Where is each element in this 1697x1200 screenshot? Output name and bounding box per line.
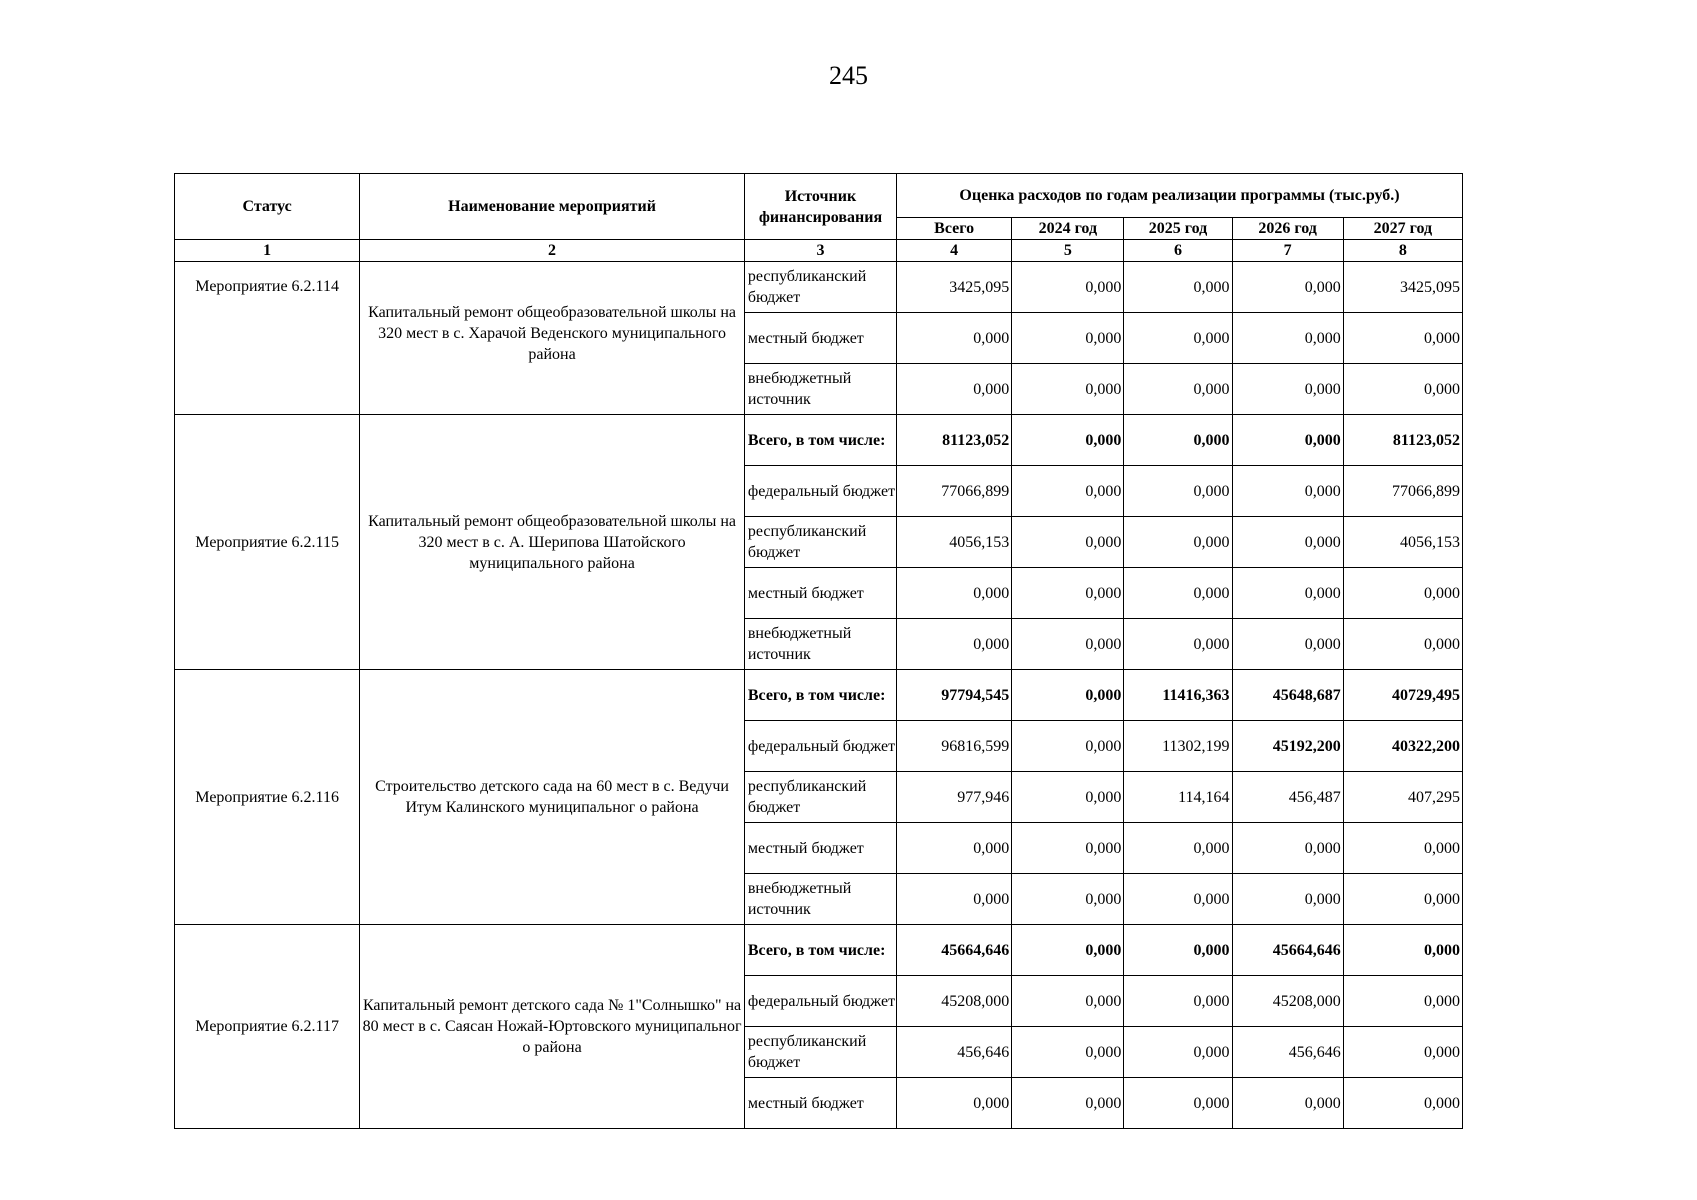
value-2027: 0,000 [1343, 1078, 1462, 1129]
funding-source: внебюджетный источник [744, 874, 896, 925]
value-2025: 0,000 [1124, 415, 1232, 466]
header-source: Источник финансирования [744, 174, 896, 240]
value-2026: 45192,200 [1232, 721, 1343, 772]
value-2026: 45648,687 [1232, 670, 1343, 721]
page-number: 245 [829, 61, 868, 90]
value-total: 81123,052 [897, 415, 1012, 466]
value-2025: 0,000 [1124, 568, 1232, 619]
value-total: 3425,095 [897, 262, 1012, 313]
value-2024: 0,000 [1012, 721, 1124, 772]
value-2026: 456,487 [1232, 772, 1343, 823]
value-2024: 0,000 [1012, 466, 1124, 517]
value-total: 0,000 [897, 364, 1012, 415]
value-2024: 0,000 [1012, 364, 1124, 415]
value-total: 0,000 [897, 1078, 1012, 1129]
value-2026: 456,646 [1232, 1027, 1343, 1078]
value-2025: 0,000 [1124, 874, 1232, 925]
value-2027: 0,000 [1343, 1027, 1462, 1078]
column-number: 4 [897, 240, 1012, 262]
value-2025: 0,000 [1124, 1078, 1232, 1129]
value-total: 96816,599 [897, 721, 1012, 772]
column-number: 1 [175, 240, 360, 262]
value-2027: 407,295 [1343, 772, 1462, 823]
value-2024: 0,000 [1012, 619, 1124, 670]
activity-status: Мероприятие 6.2.114 [175, 262, 360, 415]
value-2025: 11302,199 [1124, 721, 1232, 772]
activity-status: Мероприятие 6.2.116 [175, 670, 360, 925]
value-2024: 0,000 [1012, 772, 1124, 823]
funding-source: местный бюджет [744, 823, 896, 874]
funding-source: Всего, в том числе: [744, 670, 896, 721]
funding-source: республиканский бюджет [744, 772, 896, 823]
value-2025: 0,000 [1124, 466, 1232, 517]
value-total: 97794,545 [897, 670, 1012, 721]
table-row [175, 670, 1463, 721]
value-total: 0,000 [897, 568, 1012, 619]
value-2027: 77066,899 [1343, 466, 1462, 517]
value-2024: 0,000 [1012, 874, 1124, 925]
header-2026: 2026 год [1232, 218, 1343, 240]
activity-status: Мероприятие 6.2.115 [175, 415, 360, 670]
value-2025: 0,000 [1124, 313, 1232, 364]
table-row [175, 415, 1463, 466]
value-2027: 40322,200 [1343, 721, 1462, 772]
value-2027: 81123,052 [1343, 415, 1462, 466]
value-2025: 114,164 [1124, 772, 1232, 823]
column-numbers-row [175, 240, 1463, 262]
value-total: 0,000 [897, 313, 1012, 364]
activity-name-text: Капитальный ремонт общеобразовательной школы на 320 мест в с. Харачой Веденского муниципального района [368, 304, 736, 363]
value-2026: 0,000 [1232, 313, 1343, 364]
value-2026: 0,000 [1232, 823, 1343, 874]
value-total: 77066,899 [897, 466, 1012, 517]
activity-name [360, 262, 745, 415]
value-2027: 4056,153 [1343, 517, 1462, 568]
value-2026: 0,000 [1232, 466, 1343, 517]
value-2024: 0,000 [1012, 1027, 1124, 1078]
header-2024: 2024 год [1012, 218, 1124, 240]
value-2024: 0,000 [1012, 1078, 1124, 1129]
value-2026: 0,000 [1232, 874, 1343, 925]
value-total: 0,000 [897, 874, 1012, 925]
funding-source: республиканский бюджет [744, 262, 896, 313]
value-2026: 0,000 [1232, 517, 1343, 568]
value-total: 456,646 [897, 1027, 1012, 1078]
value-2027: 0,000 [1343, 976, 1462, 1027]
funding-source: федеральный бюджет [744, 466, 896, 517]
budget-table [174, 173, 1463, 1129]
funding-source: местный бюджет [744, 568, 896, 619]
value-2026: 45664,646 [1232, 925, 1343, 976]
funding-source: федеральный бюджет [744, 976, 896, 1027]
value-2025: 0,000 [1124, 364, 1232, 415]
value-2026: 0,000 [1232, 619, 1343, 670]
value-total: 4056,153 [897, 517, 1012, 568]
funding-source: внебюджетный источник [744, 364, 896, 415]
value-total: 45664,646 [897, 925, 1012, 976]
value-2027: 0,000 [1343, 874, 1462, 925]
funding-source: местный бюджет [744, 1078, 896, 1129]
activity-name: Строительство детского сада на 60 мест в с. Ведучи Итум Калинского муниципальног о района [360, 670, 745, 925]
value-2025: 0,000 [1124, 1027, 1232, 1078]
funding-source: Всего, в том числе: [744, 415, 896, 466]
value-2026: 0,000 [1232, 364, 1343, 415]
header-estimate: Оценка расходов по годам реализации программы (тыс.руб.) [897, 174, 1463, 218]
value-2026: 0,000 [1232, 568, 1343, 619]
funding-source: Всего, в том числе: [744, 925, 896, 976]
value-2027: 0,000 [1343, 568, 1462, 619]
value-2025: 0,000 [1124, 925, 1232, 976]
value-2026: 0,000 [1232, 262, 1343, 313]
header-status: Статус [175, 174, 360, 240]
value-2027: 3425,095 [1343, 262, 1462, 313]
column-number: 5 [1012, 240, 1124, 262]
column-number: 2 [360, 240, 745, 262]
value-2026: 45208,000 [1232, 976, 1343, 1027]
funding-source: республиканский бюджет [744, 1027, 896, 1078]
value-2027: 0,000 [1343, 925, 1462, 976]
column-number: 6 [1124, 240, 1232, 262]
column-number: 3 [744, 240, 896, 262]
value-2024: 0,000 [1012, 313, 1124, 364]
activity-name: Капитальный ремонт детского сада № 1"Солнышко" на 80 мест в с. Саясан Ножай-Юртовского муниципальног о района [360, 925, 745, 1129]
value-2024: 0,000 [1012, 670, 1124, 721]
funding-source: внебюджетный источник [744, 619, 896, 670]
value-2024: 0,000 [1012, 415, 1124, 466]
table-row [175, 925, 1463, 976]
value-2024: 0,000 [1012, 262, 1124, 313]
value-2026: 0,000 [1232, 415, 1343, 466]
value-2027: 0,000 [1343, 313, 1462, 364]
funding-source: республиканский бюджет [744, 517, 896, 568]
activity-status: Мероприятие 6.2.117 [175, 925, 360, 1129]
value-2025: 0,000 [1124, 823, 1232, 874]
value-2027: 40729,495 [1343, 670, 1462, 721]
funding-source: местный бюджет [744, 313, 896, 364]
value-2027: 0,000 [1343, 823, 1462, 874]
value-2025: 0,000 [1124, 517, 1232, 568]
value-2024: 0,000 [1012, 568, 1124, 619]
value-2026: 0,000 [1232, 1078, 1343, 1129]
value-2025: 0,000 [1124, 262, 1232, 313]
activity-name: Капитальный ремонт общеобразовательной школы на 320 мест в с. А. Шерипова Шатойского муниципального района [360, 415, 745, 670]
header-2025: 2025 год [1124, 218, 1232, 240]
value-2025: 0,000 [1124, 619, 1232, 670]
value-total: 0,000 [897, 619, 1012, 670]
value-2024: 0,000 [1012, 517, 1124, 568]
value-2027: 0,000 [1343, 364, 1462, 415]
value-2024: 0,000 [1012, 823, 1124, 874]
column-number: 8 [1343, 240, 1462, 262]
value-2027: 0,000 [1343, 619, 1462, 670]
header-name: Наименование мероприятий [360, 174, 745, 240]
value-2024: 0,000 [1012, 976, 1124, 1027]
value-2025: 11416,363 [1124, 670, 1232, 721]
funding-source: федеральный бюджет [744, 721, 896, 772]
value-total: 977,946 [897, 772, 1012, 823]
value-total: 0,000 [897, 823, 1012, 874]
value-total: 45208,000 [897, 976, 1012, 1027]
value-2024: 0,000 [1012, 925, 1124, 976]
column-number: 7 [1232, 240, 1343, 262]
header-2027: 2027 год [1343, 218, 1462, 240]
value-2025: 0,000 [1124, 976, 1232, 1027]
header-total: Всего [897, 218, 1012, 240]
table-row [175, 262, 1463, 313]
